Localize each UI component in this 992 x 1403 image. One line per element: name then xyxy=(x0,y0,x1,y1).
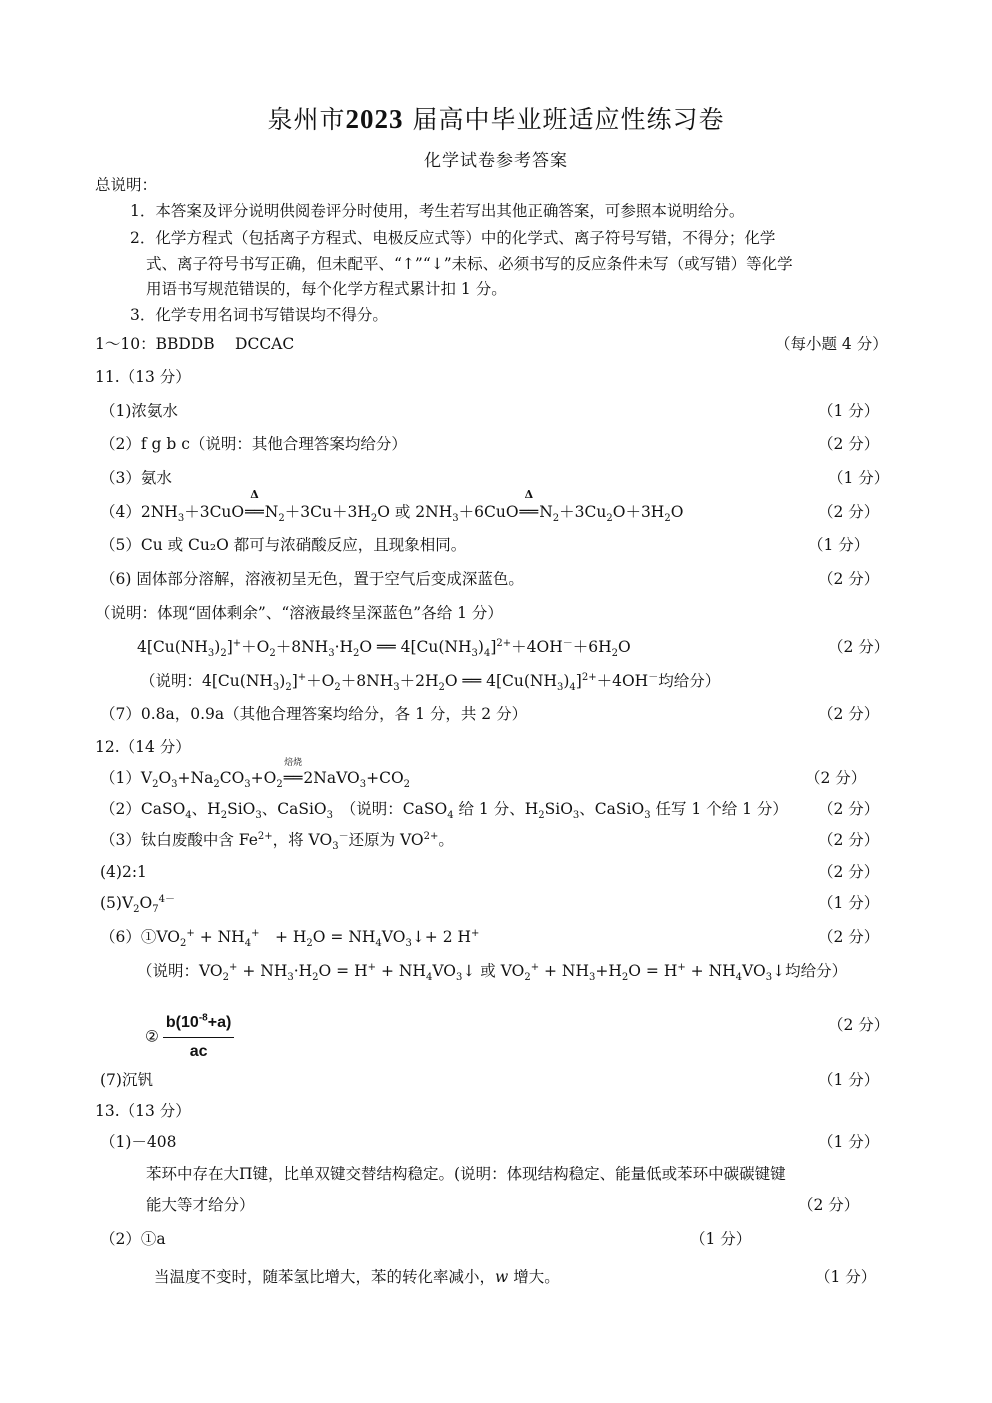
q12-score-6: （2 分） xyxy=(818,928,880,946)
q11-score-7: （2 分） xyxy=(818,705,880,723)
q12-score-6-2: （2 分） xyxy=(828,1016,890,1034)
q12-answer-3: （3）钛白废酸中含 $Fe^{2+}$，将 $VO_3^-$还原为 $VO^{2+}$。 xyxy=(100,830,454,853)
q13-score-2b: （1 分） xyxy=(815,1268,877,1286)
q12-score-4: （2 分） xyxy=(818,863,880,881)
q13-answer-2-note: 当温度不变时，随苯氢比增大，苯的转化率减小，w 增大。 xyxy=(154,1268,560,1286)
heat-condition: Δ ══ xyxy=(519,488,539,521)
q12-answer-6-note: （说明：$VO_2^+ + NH_3\cdot H_2O = H^+$ + $NH_4VO_3↓$ 或 $VO_2^+ + NH_3+H_2O = H^+$ + $NH_4VO_3↓$均给分） xyxy=(137,961,848,984)
q12-score-2: （2 分） xyxy=(818,800,880,818)
general-note-2-line-1: 2．化学方程式（包括离子方程式、电极反应式等）中的化学式、离子符号写错，不得分；化学 xyxy=(130,229,776,247)
q11-score-3: （1 分） xyxy=(828,469,890,487)
q11-answer-5: （5）Cu 或 Cu₂O 都可与浓硝酸反应，且现象相同。 xyxy=(100,536,467,554)
q11-answer-2: （2）f g b c（说明：其他合理答案均给分） xyxy=(100,435,407,453)
q13-answer-1-note-line-2: 能大等才给分） xyxy=(146,1196,255,1214)
general-note-2-line-3: 用语书写规范错误的，每个化学方程式累计扣 1 分。 xyxy=(146,280,507,298)
general-heading: 总说明： xyxy=(95,176,158,194)
q13-score-2: （1 分） xyxy=(690,1230,752,1248)
q11-answer-4: $(4)2NH_3+3CuO$ Δ $══N_2+3Cu+3H_2O$ 或 $2NH_3+6CuO$ Δ $══N_2+3Cu_2O+3H_2O$ xyxy=(100,488,684,525)
q13-score-1: （1 分） xyxy=(818,1133,880,1151)
q11-score-6: （2 分） xyxy=(818,570,880,588)
q12-score-7: （1 分） xyxy=(818,1071,880,1089)
q12-answer-7: (7)沉钒 xyxy=(100,1071,153,1089)
mc-answers: 1～10：BBDDB DCCAC xyxy=(95,335,295,353)
q13-answer-1-note-line-1: 苯环中存在大Π键，比单双键交替结构稳定。(说明：体现结构稳定、能量低或苯环中碳碳键键 xyxy=(146,1165,786,1183)
q11-score-4: （2 分） xyxy=(818,503,880,521)
q11-answer-3: （3）氨水 xyxy=(100,469,172,487)
q12-heading: 12.（14 分） xyxy=(95,738,191,756)
roast-condition: 焙烧 ══ xyxy=(283,758,303,787)
q11-answer-7: （7）0.8a，0.9a（其他合理答案均给分，各 1 分，共 2 分） xyxy=(100,705,528,723)
general-note-2-line-2: 式、离子符号书写正确，但未配平、“↑”“↓”未标、必须书写的反应条件未写（或写错）等化学 xyxy=(146,255,793,273)
general-note-3: 3．化学专用名词书写错误均不得分。 xyxy=(130,306,388,324)
q11-equation-6: $4[Cu(NH_3)_2]^++O_2+8NH_3\cdot H_2O$ ══ $4[Cu(NH_3)_4]^{2+}+4OH^-+6H_2O$ xyxy=(137,637,631,660)
q11-equation-6-note: （说明：$4[Cu(NH_3)_2]^++O_2+8NH_3+2H_2O$ ══ $4[Cu(NH_3)_4]^{2+}+4OH^-$均给分） xyxy=(140,671,721,694)
q12-score-3: （2 分） xyxy=(818,831,880,849)
q13-answer-1: （1)－408 xyxy=(100,1133,177,1151)
page-subtitle: 化学试卷参考答案 xyxy=(424,151,568,171)
q11-answer-1: （1)浓氨水 xyxy=(100,402,178,420)
fraction-expression: $\frac{b(10^{-8}+a)}{ac}$ xyxy=(163,1010,234,1065)
q11-score-1: （1 分） xyxy=(818,402,880,420)
q11-answer-6: （6) 固体部分溶解，溶液初呈无色，置于空气后变成深蓝色。 xyxy=(100,570,524,588)
q12-answer-4: (4)2:1 xyxy=(100,863,147,881)
page-title: 泉州市2023 届高中毕业班适应性练习卷 xyxy=(267,104,725,134)
q12-answer-2: （2）CaSO$_4$、$H_2SiO_3$、CaSiO$_3$ （说明：CaSO$_4$ 给 1 分、$H_2SiO_3$、CaSiO$_3$ 任写 1 个给 1 分） xyxy=(100,800,788,822)
q11-heading: 11.（13 分） xyxy=(95,368,191,386)
mc-score: （每小题 4 分） xyxy=(775,335,888,353)
q12-answer-5: $(5)V_2O_7^{4-}$ xyxy=(100,893,175,916)
general-note-1: 1．本答案及评分说明供阅卷评分时使用，考生若写出其他正确答案，可参照本说明给分。 xyxy=(130,202,745,220)
q13-heading: 13.（13 分） xyxy=(95,1102,191,1120)
q11-score-2: （2 分） xyxy=(818,435,880,453)
q12-answer-6-2: ② $\frac{b(10^{-8}+a)}{ac}$ xyxy=(145,1010,234,1065)
q11-score-6b: （2 分） xyxy=(828,638,890,656)
q13-answer-2: （2）①a xyxy=(100,1230,166,1248)
q11-answer-6-note: （说明：体现“固体剩余”、“溶液最终呈深蓝色”各给 1 分） xyxy=(95,604,503,622)
q13-score-1b: （2 分） xyxy=(798,1196,860,1214)
q11-score-5: （1 分） xyxy=(808,536,870,554)
q12-answer-6: $(6)①VO_2^+ + NH_4^+$ + $H_2O$ = $NH_4VO_3↓+ 2$ H+ xyxy=(100,927,480,950)
q12-score-5: （1 分） xyxy=(818,894,880,912)
q12-answer-1: $(1)V_2O_3+Na_2CO_3+O_2$ 焙烧 $══2NaVO_3+CO_2$ xyxy=(100,758,411,791)
q12-score-1: （2 分） xyxy=(805,769,867,787)
heat-condition: Δ ══ xyxy=(245,488,264,521)
